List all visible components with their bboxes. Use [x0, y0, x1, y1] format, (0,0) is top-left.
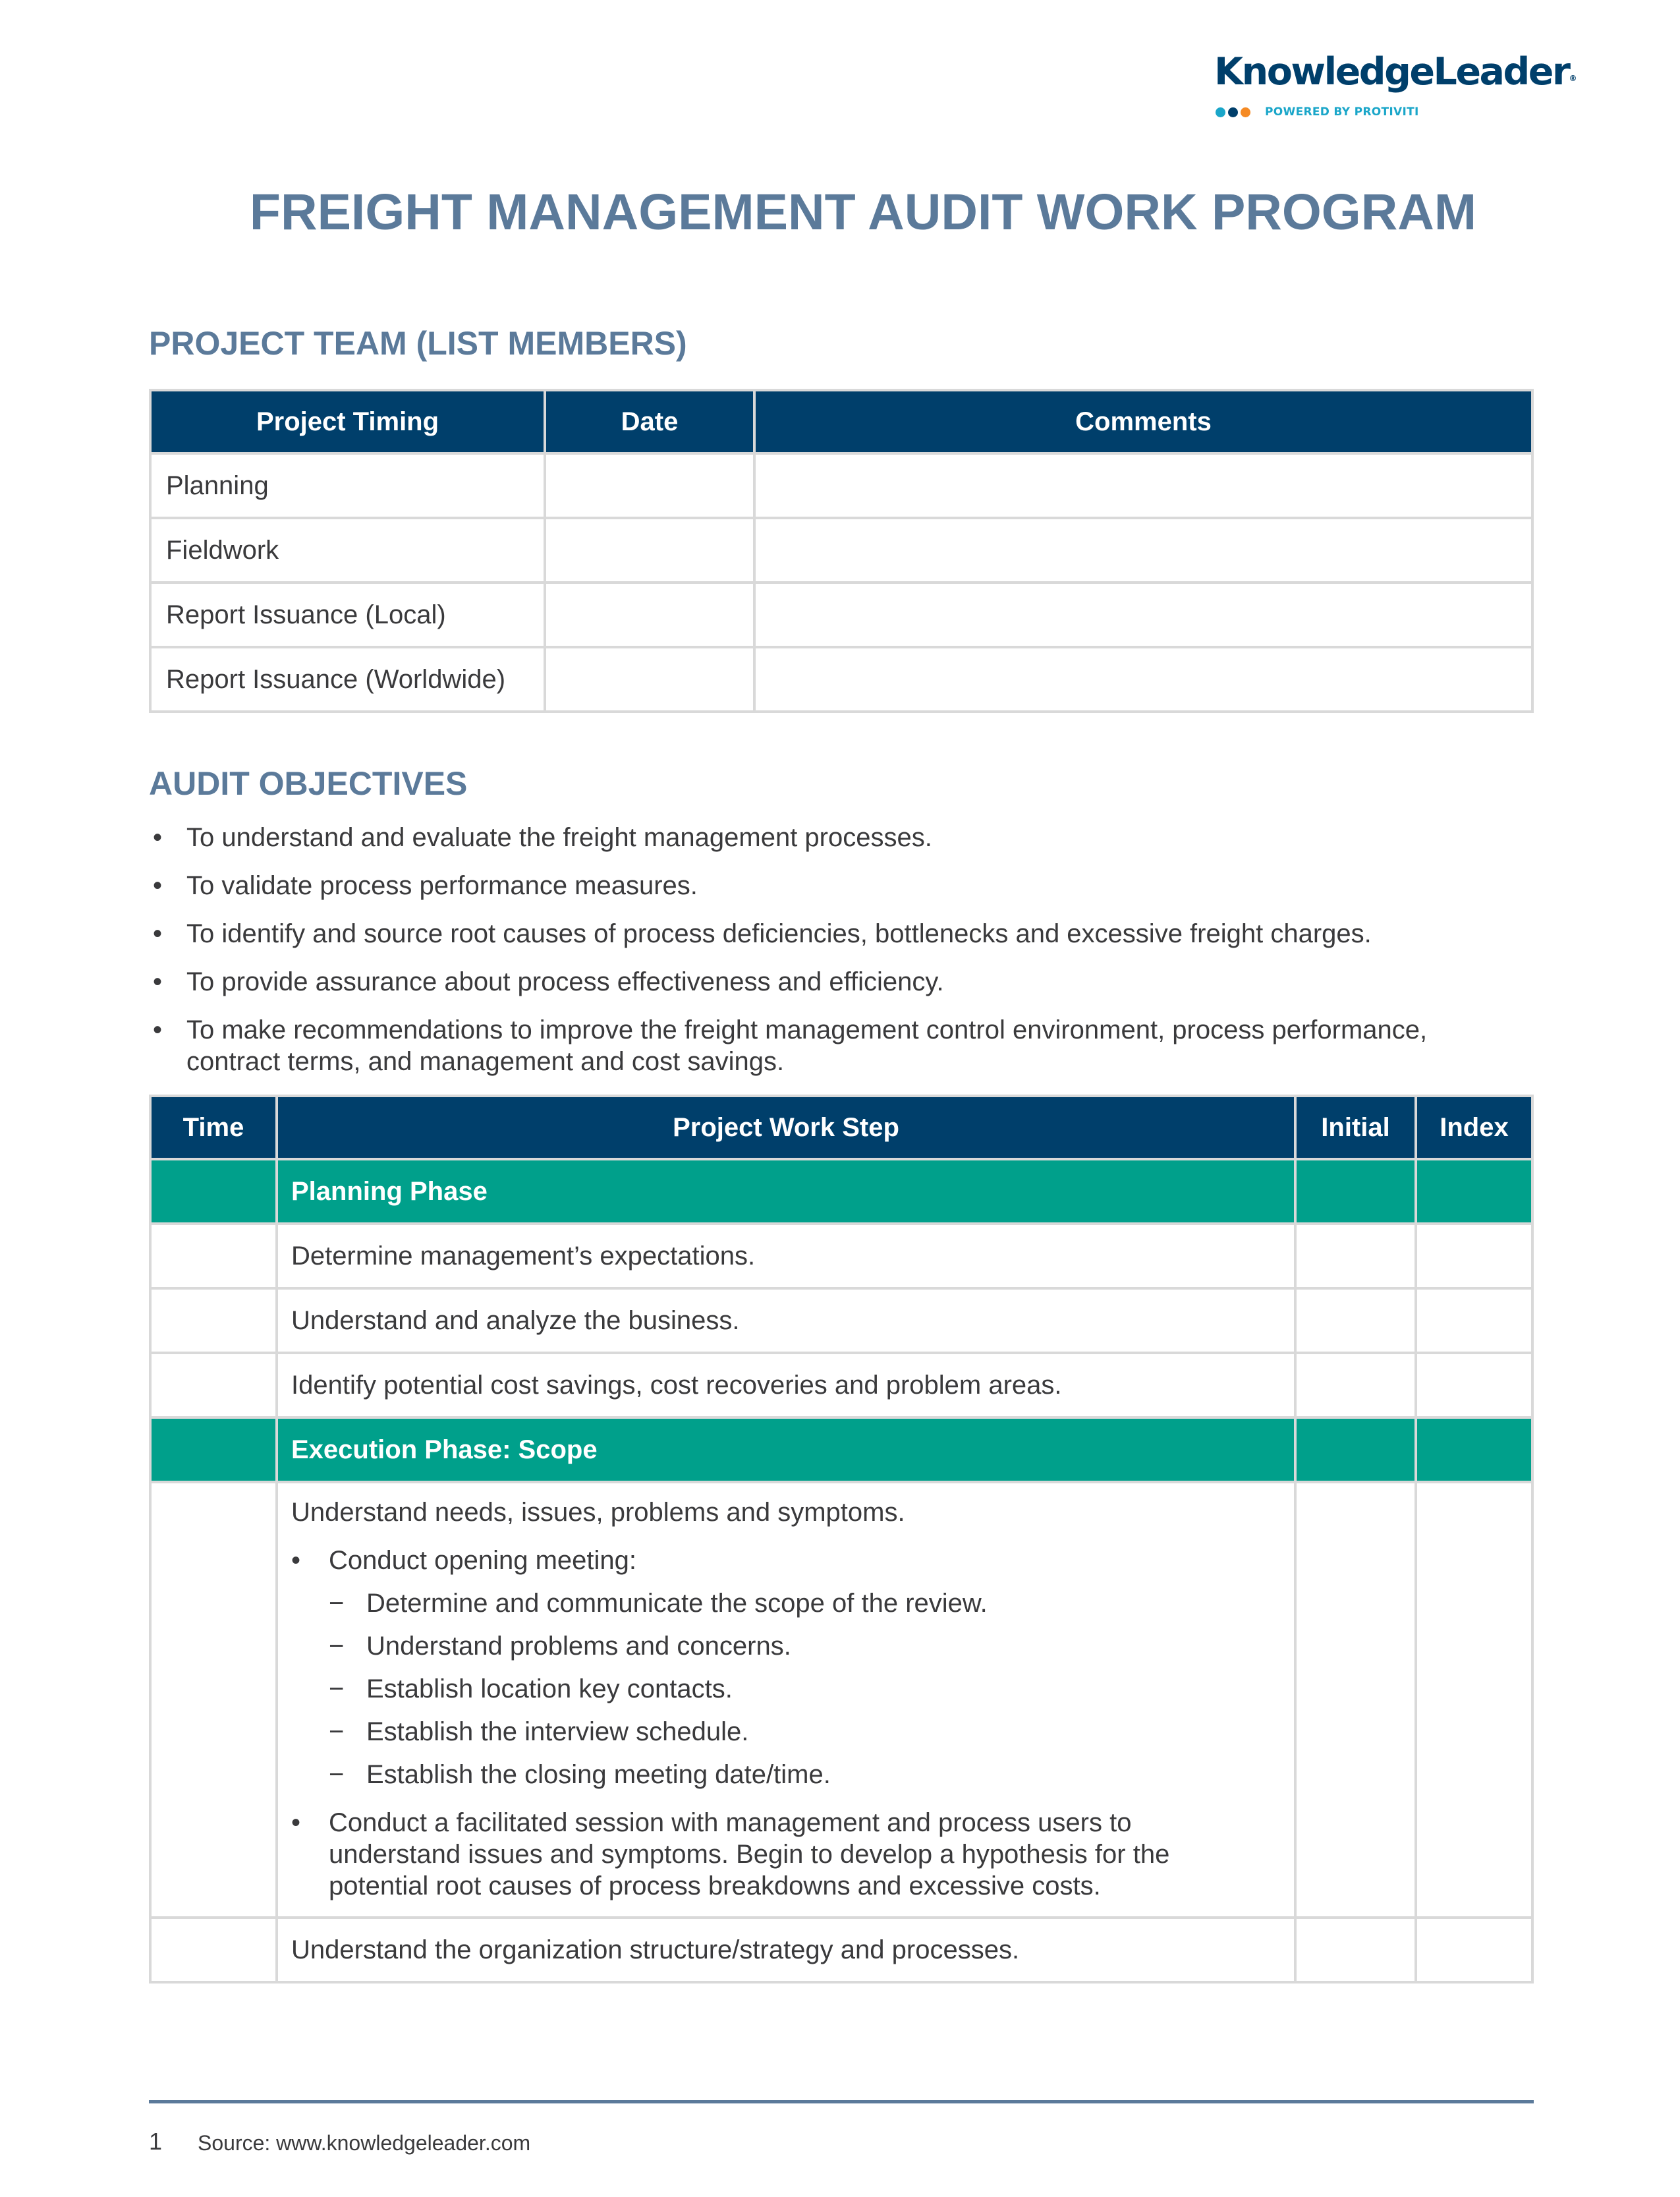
table-header-row: [150, 390, 1532, 453]
column-header-date: Date: [545, 390, 754, 453]
bullet-icon: •: [153, 1015, 163, 1044]
work-step-cell: Determine management’s expectations.: [277, 1224, 1295, 1288]
bullet-icon: •: [291, 1808, 301, 1837]
sub-item-text: Understand problems and concerns.: [366, 1632, 791, 1661]
project-timing-table: [149, 389, 1534, 713]
initial-cell: [1295, 1417, 1416, 1482]
page-title: FREIGHT MANAGEMENT AUDIT WORK PROGRAM: [249, 184, 1477, 241]
initial-cell[interactable]: [1295, 1224, 1416, 1288]
bullet-text: Conduct a facilitated session with management and process users to: [329, 1808, 1132, 1837]
table-row: [150, 1288, 1532, 1353]
objective-item: [149, 870, 1539, 901]
timing-cell: Report Issuance (Local): [150, 583, 545, 647]
index-cell[interactable]: [1416, 1224, 1532, 1288]
objective-text: To validate process performance measures.: [186, 871, 698, 900]
table-row: [150, 453, 1532, 518]
work-step-cell: Identify potential cost savings, cost recoveries and problem areas.: [277, 1353, 1295, 1417]
column-header-index: Index: [1416, 1096, 1532, 1159]
comments-cell[interactable]: [754, 518, 1532, 583]
timing-cell: Report Issuance (Worldwide): [150, 647, 545, 712]
time-cell: [150, 1159, 277, 1224]
bullet-text: potential root causes of process breakdowns and excessive costs.: [329, 1871, 1101, 1900]
column-header-comments: Comments: [754, 390, 1532, 453]
objective-text: To make recommendations to improve the freight management control environment, process performance,: [186, 1015, 1428, 1044]
comments-cell[interactable]: [754, 453, 1532, 518]
column-header-project-timing: Project Timing: [150, 390, 545, 453]
sub-item: [291, 1630, 1294, 1662]
index-cell[interactable]: [1416, 1353, 1532, 1417]
bullet-item: [291, 1807, 1294, 1902]
bullet-text: Conduct opening meeting:: [329, 1546, 636, 1575]
date-cell[interactable]: [545, 518, 754, 583]
work-program-table: [149, 1095, 1534, 1983]
dash-icon: −: [329, 1760, 345, 1789]
bullet-item: [291, 1545, 1294, 1576]
logo-text: KnowledgeLeader: [1214, 50, 1569, 94]
comments-cell[interactable]: [754, 647, 1532, 712]
objective-item: [149, 966, 1539, 998]
bullet-icon: •: [153, 871, 163, 900]
logo-dot-icon: [1228, 107, 1238, 117]
logo-tagline: POWERED BY PROTIVITI: [1265, 105, 1419, 119]
audit-objectives-list: [149, 822, 1539, 1077]
index-cell[interactable]: [1416, 1918, 1532, 1982]
bullet-text: understand issues and symptoms. Begin to develop a hypothesis for the: [329, 1840, 1170, 1869]
dash-icon: −: [329, 1674, 345, 1703]
table-row: [150, 647, 1532, 712]
sub-item: [291, 1716, 1294, 1748]
time-cell[interactable]: [150, 1918, 277, 1982]
work-step-text: Understand needs, issues, problems and symptoms.: [291, 1498, 905, 1527]
dash-icon: −: [329, 1632, 345, 1661]
index-cell: [1416, 1417, 1532, 1482]
work-step-cell: [277, 1482, 1295, 1918]
audit-objectives-heading: AUDIT OBJECTIVES: [149, 765, 468, 802]
work-step-cell: Understand and analyze the business.: [277, 1288, 1295, 1353]
index-cell[interactable]: [1416, 1482, 1532, 1918]
comments-cell[interactable]: [754, 583, 1532, 647]
initial-cell[interactable]: [1295, 1288, 1416, 1353]
sub-item-text: Determine and communicate the scope of the review.: [366, 1589, 988, 1618]
planning-phase-row: [150, 1159, 1532, 1224]
table-row: [150, 1918, 1532, 1982]
registered-mark: ®: [1569, 74, 1577, 83]
column-header-time: Time: [150, 1096, 277, 1159]
table-row: [150, 1353, 1532, 1417]
execution-phase-row: [150, 1417, 1532, 1482]
objective-text: To understand and evaluate the freight management processes.: [186, 823, 932, 852]
date-cell[interactable]: [545, 583, 754, 647]
objective-item: [149, 1014, 1539, 1077]
source-text: Source: www.knowledgeleader.com: [198, 2131, 531, 2155]
objective-item: [149, 918, 1539, 950]
date-cell[interactable]: [545, 453, 754, 518]
index-cell[interactable]: [1416, 1288, 1532, 1353]
index-cell: [1416, 1159, 1532, 1224]
timing-cell: Fieldwork: [150, 518, 545, 583]
initial-cell[interactable]: [1295, 1918, 1416, 1982]
column-header-initial: Initial: [1295, 1096, 1416, 1159]
page-number: 1: [149, 2128, 163, 2155]
sub-item: [291, 1587, 1294, 1619]
logo-dot-icon: [1241, 107, 1250, 117]
sub-item-text: Establish the closing meeting date/time.: [366, 1760, 831, 1789]
time-cell[interactable]: [150, 1224, 277, 1288]
time-cell[interactable]: [150, 1482, 277, 1918]
time-cell: [150, 1417, 277, 1482]
initial-cell: [1295, 1159, 1416, 1224]
table-header-row: [150, 1096, 1532, 1159]
sub-item: [291, 1759, 1294, 1790]
logo-dot-icon: [1216, 107, 1225, 117]
initial-cell[interactable]: [1295, 1353, 1416, 1417]
table-row: [150, 1224, 1532, 1288]
bullet-icon: •: [291, 1546, 301, 1575]
column-header-project-work-step: Project Work Step: [277, 1096, 1295, 1159]
project-team-heading: PROJECT TEAM (LIST MEMBERS): [149, 325, 687, 362]
footer-divider: [149, 2100, 1534, 2103]
table-row: [150, 583, 1532, 647]
objective-text-continued: contract terms, and management and cost savings.: [186, 1047, 785, 1076]
bullet-icon: •: [153, 919, 163, 948]
bullet-icon: •: [153, 823, 163, 852]
objective-text: To provide assurance about process effectiveness and efficiency.: [186, 967, 944, 996]
initial-cell[interactable]: [1295, 1482, 1416, 1918]
timing-cell: Planning: [150, 453, 545, 518]
sub-item-text: Establish the interview schedule.: [366, 1717, 749, 1746]
sub-item-text: Establish location key contacts.: [366, 1674, 733, 1703]
dash-icon: −: [329, 1717, 345, 1746]
phase-label: Planning Phase: [277, 1159, 1295, 1224]
objective-item: [149, 822, 1539, 853]
table-row: [150, 1482, 1532, 1918]
date-cell[interactable]: [545, 647, 754, 712]
time-cell[interactable]: [150, 1353, 277, 1417]
work-step-cell: Understand the organization structure/strategy and processes.: [277, 1918, 1295, 1982]
bullet-icon: •: [153, 967, 163, 996]
table-row: [150, 518, 1532, 583]
phase-label: Execution Phase: Scope: [277, 1417, 1295, 1482]
sub-item: [291, 1673, 1294, 1705]
objective-text: To identify and source root causes of process deficiencies, bottlenecks and excessive freight charges.: [186, 919, 1372, 948]
dash-icon: −: [329, 1589, 345, 1618]
knowledgeleader-logo: [1214, 49, 1577, 95]
time-cell[interactable]: [150, 1288, 277, 1353]
